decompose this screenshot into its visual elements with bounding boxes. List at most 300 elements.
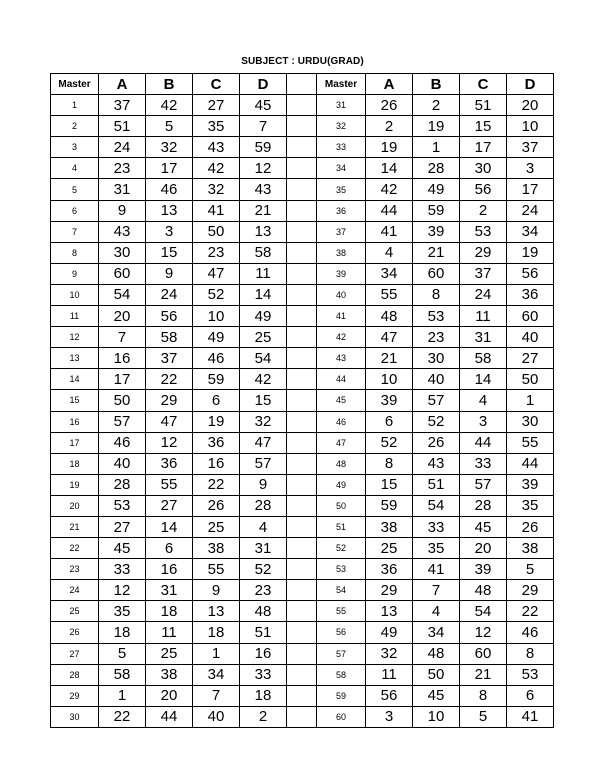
answer-cell: 33 <box>240 664 287 685</box>
answer-cell: 43 <box>99 221 146 242</box>
spacer-cell <box>287 411 317 432</box>
answer-cell: 2 <box>366 116 413 137</box>
answer-cell: 1 <box>193 643 240 664</box>
answer-cell: 44 <box>460 432 507 453</box>
answer-cell: 9 <box>193 580 240 601</box>
answer-cell: 21 <box>366 348 413 369</box>
master-number-cell: 31 <box>317 95 366 116</box>
spacer-cell <box>287 263 317 284</box>
table-row <box>51 263 554 284</box>
master-number-cell: 1 <box>51 95 99 116</box>
answer-cell: 39 <box>366 390 413 411</box>
master-number-cell: 9 <box>51 263 99 284</box>
spacer-cell <box>287 432 317 453</box>
answer-cell: 33 <box>413 516 460 537</box>
answer-cell: 11 <box>366 664 413 685</box>
answer-cell: 53 <box>507 664 554 685</box>
answer-cell: 50 <box>507 369 554 390</box>
answer-cell: 29 <box>366 580 413 601</box>
answer-cell: 27 <box>146 495 193 516</box>
answer-cell: 3 <box>460 411 507 432</box>
answer-cell: 43 <box>240 179 287 200</box>
spacer-cell <box>287 369 317 390</box>
spacer-cell <box>287 116 317 137</box>
answer-cell: 17 <box>507 179 554 200</box>
master-number-cell: 37 <box>317 221 366 242</box>
answer-cell: 4 <box>460 390 507 411</box>
answer-cell: 20 <box>460 538 507 559</box>
answer-cell: 7 <box>99 327 146 348</box>
answer-cell: 39 <box>460 559 507 580</box>
table-row <box>51 242 554 263</box>
master-number-cell: 7 <box>51 221 99 242</box>
master-number-cell: 47 <box>317 432 366 453</box>
spacer-cell <box>287 327 317 348</box>
master-number-cell: 58 <box>317 664 366 685</box>
answer-cell: 47 <box>240 432 287 453</box>
answer-cell: 42 <box>240 369 287 390</box>
answer-cell: 20 <box>99 306 146 327</box>
answer-cell: 34 <box>507 221 554 242</box>
answer-cell: 43 <box>193 137 240 158</box>
answer-key-body <box>51 95 554 728</box>
table-row <box>51 706 554 727</box>
master-number-cell: 22 <box>51 538 99 559</box>
spacer-cell <box>287 221 317 242</box>
answer-cell: 24 <box>460 284 507 305</box>
answer-cell: 58 <box>99 664 146 685</box>
spacer-cell <box>287 453 317 474</box>
answer-cell: 24 <box>99 137 146 158</box>
answer-cell: 27 <box>507 348 554 369</box>
spacer-cell <box>287 95 317 116</box>
answer-cell: 12 <box>460 622 507 643</box>
spacer-cell <box>287 580 317 601</box>
answer-cell: 13 <box>146 200 193 221</box>
answer-cell: 46 <box>507 622 554 643</box>
answer-cell: 42 <box>366 179 413 200</box>
header-master-left: Master <box>51 74 99 95</box>
master-number-cell: 30 <box>51 706 99 727</box>
answer-cell: 32 <box>366 643 413 664</box>
answer-cell: 47 <box>366 327 413 348</box>
table-row <box>51 137 554 158</box>
answer-cell: 40 <box>413 369 460 390</box>
answer-cell: 16 <box>240 643 287 664</box>
table-row <box>51 200 554 221</box>
answer-cell: 13 <box>193 601 240 622</box>
table-row <box>51 179 554 200</box>
answer-cell: 17 <box>99 369 146 390</box>
master-number-cell: 29 <box>51 685 99 706</box>
master-number-cell: 14 <box>51 369 99 390</box>
answer-cell: 52 <box>366 432 413 453</box>
answer-cell: 26 <box>366 95 413 116</box>
master-number-cell: 49 <box>317 474 366 495</box>
answer-cell: 59 <box>366 495 413 516</box>
spacer-cell <box>287 284 317 305</box>
table-row <box>51 306 554 327</box>
answer-cell: 41 <box>413 559 460 580</box>
master-number-cell: 46 <box>317 411 366 432</box>
answer-cell: 25 <box>366 538 413 559</box>
answer-cell: 51 <box>460 95 507 116</box>
answer-cell: 26 <box>507 516 554 537</box>
answer-cell: 1 <box>413 137 460 158</box>
answer-cell: 31 <box>240 538 287 559</box>
table-row <box>51 453 554 474</box>
master-number-cell: 53 <box>317 559 366 580</box>
answer-cell: 28 <box>240 495 287 516</box>
master-number-cell: 12 <box>51 327 99 348</box>
answer-cell: 16 <box>193 453 240 474</box>
answer-cell: 42 <box>193 158 240 179</box>
master-number-cell: 35 <box>317 179 366 200</box>
master-number-cell: 59 <box>317 685 366 706</box>
answer-cell: 57 <box>240 453 287 474</box>
answer-cell: 17 <box>460 137 507 158</box>
master-number-cell: 6 <box>51 200 99 221</box>
answer-cell: 30 <box>99 242 146 263</box>
answer-cell: 55 <box>507 432 554 453</box>
answer-cell: 54 <box>99 284 146 305</box>
master-number-cell: 19 <box>51 474 99 495</box>
answer-cell: 11 <box>460 306 507 327</box>
answer-cell: 58 <box>240 242 287 263</box>
answer-cell: 55 <box>366 284 413 305</box>
answer-cell: 32 <box>240 411 287 432</box>
master-number-cell: 16 <box>51 411 99 432</box>
answer-cell: 49 <box>240 306 287 327</box>
answer-cell: 36 <box>193 432 240 453</box>
master-number-cell: 55 <box>317 601 366 622</box>
header-b-right: B <box>413 74 460 95</box>
master-number-cell: 48 <box>317 453 366 474</box>
answer-cell: 21 <box>240 200 287 221</box>
table-row <box>51 221 554 242</box>
answer-cell: 18 <box>146 601 193 622</box>
answer-cell: 41 <box>507 706 554 727</box>
spacer-cell <box>287 390 317 411</box>
answer-cell: 49 <box>193 327 240 348</box>
master-number-cell: 43 <box>317 348 366 369</box>
answer-cell: 37 <box>460 263 507 284</box>
answer-cell: 50 <box>99 390 146 411</box>
answer-cell: 21 <box>413 242 460 263</box>
answer-cell: 9 <box>146 263 193 284</box>
answer-cell: 56 <box>460 179 507 200</box>
answer-cell: 7 <box>193 685 240 706</box>
master-number-cell: 50 <box>317 495 366 516</box>
master-number-cell: 54 <box>317 580 366 601</box>
answer-cell: 4 <box>413 601 460 622</box>
master-number-cell: 32 <box>317 116 366 137</box>
master-number-cell: 33 <box>317 137 366 158</box>
answer-cell: 41 <box>193 200 240 221</box>
answer-cell: 18 <box>99 622 146 643</box>
table-row <box>51 284 554 305</box>
answer-cell: 8 <box>507 643 554 664</box>
spacer-cell <box>287 74 317 95</box>
master-number-cell: 15 <box>51 390 99 411</box>
answer-cell: 19 <box>193 411 240 432</box>
master-number-cell: 38 <box>317 242 366 263</box>
master-number-cell: 5 <box>51 179 99 200</box>
answer-cell: 34 <box>193 664 240 685</box>
answer-cell: 52 <box>193 284 240 305</box>
answer-cell: 46 <box>99 432 146 453</box>
answer-cell: 37 <box>507 137 554 158</box>
answer-cell: 55 <box>146 474 193 495</box>
answer-cell: 7 <box>240 116 287 137</box>
table-row <box>51 369 554 390</box>
master-number-cell: 21 <box>51 516 99 537</box>
master-number-cell: 3 <box>51 137 99 158</box>
answer-cell: 26 <box>193 495 240 516</box>
master-number-cell: 51 <box>317 516 366 537</box>
answer-cell: 13 <box>366 601 413 622</box>
answer-cell: 6 <box>146 538 193 559</box>
answer-cell: 28 <box>413 158 460 179</box>
answer-cell: 49 <box>413 179 460 200</box>
answer-cell: 15 <box>240 390 287 411</box>
answer-cell: 53 <box>413 306 460 327</box>
answer-cell: 41 <box>366 221 413 242</box>
answer-cell: 10 <box>366 369 413 390</box>
page-title: SUBJECT : URDU(GRAD) <box>241 56 364 67</box>
answer-cell: 48 <box>240 601 287 622</box>
answer-cell: 5 <box>460 706 507 727</box>
header-d-left: D <box>240 74 287 95</box>
answer-cell: 40 <box>99 453 146 474</box>
answer-cell: 27 <box>99 516 146 537</box>
header-row <box>51 74 554 95</box>
table-row <box>51 116 554 137</box>
answer-cell: 6 <box>193 390 240 411</box>
answer-cell: 22 <box>99 706 146 727</box>
table-row <box>51 158 554 179</box>
answer-cell: 25 <box>193 516 240 537</box>
spacer-cell <box>287 601 317 622</box>
answer-cell: 55 <box>193 559 240 580</box>
answer-cell: 17 <box>146 158 193 179</box>
spacer-cell <box>287 706 317 727</box>
answer-cell: 51 <box>99 116 146 137</box>
answer-cell: 23 <box>99 158 146 179</box>
answer-cell: 1 <box>99 685 146 706</box>
answer-cell: 45 <box>460 516 507 537</box>
answer-cell: 16 <box>99 348 146 369</box>
answer-cell: 48 <box>413 643 460 664</box>
table-row <box>51 348 554 369</box>
spacer-cell <box>287 685 317 706</box>
answer-cell: 40 <box>507 327 554 348</box>
header-b-left: B <box>146 74 193 95</box>
answer-cell: 19 <box>366 137 413 158</box>
master-number-cell: 39 <box>317 263 366 284</box>
answer-cell: 35 <box>507 495 554 516</box>
answer-cell: 8 <box>413 284 460 305</box>
answer-cell: 2 <box>413 95 460 116</box>
answer-cell: 23 <box>193 242 240 263</box>
answer-cell: 54 <box>413 495 460 516</box>
answer-cell: 30 <box>460 158 507 179</box>
answer-cell: 48 <box>366 306 413 327</box>
answer-key-table <box>50 73 554 728</box>
answer-cell: 25 <box>240 327 287 348</box>
answer-cell: 31 <box>146 580 193 601</box>
master-number-cell: 52 <box>317 538 366 559</box>
answer-cell: 1 <box>507 390 554 411</box>
answer-cell: 23 <box>240 580 287 601</box>
table-row <box>51 664 554 685</box>
header-c-left: C <box>193 74 240 95</box>
answer-cell: 44 <box>507 453 554 474</box>
answer-cell: 7 <box>413 580 460 601</box>
answer-cell: 15 <box>366 474 413 495</box>
table-row <box>51 411 554 432</box>
answer-cell: 56 <box>146 306 193 327</box>
answer-cell: 52 <box>413 411 460 432</box>
answer-cell: 34 <box>413 622 460 643</box>
answer-cell: 19 <box>413 116 460 137</box>
answer-cell: 25 <box>146 643 193 664</box>
master-number-cell: 18 <box>51 453 99 474</box>
answer-cell: 24 <box>507 200 554 221</box>
answer-cell: 58 <box>460 348 507 369</box>
answer-cell: 9 <box>99 200 146 221</box>
master-number-cell: 28 <box>51 664 99 685</box>
master-number-cell: 60 <box>317 706 366 727</box>
spacer-cell <box>287 200 317 221</box>
spacer-cell <box>287 516 317 537</box>
answer-cell: 39 <box>507 474 554 495</box>
answer-cell: 40 <box>193 706 240 727</box>
answer-cell: 5 <box>507 559 554 580</box>
spacer-cell <box>287 179 317 200</box>
answer-cell: 29 <box>507 580 554 601</box>
answer-cell: 33 <box>460 453 507 474</box>
answer-cell: 33 <box>99 559 146 580</box>
answer-cell: 36 <box>507 284 554 305</box>
answer-cell: 9 <box>240 474 287 495</box>
master-number-cell: 10 <box>51 284 99 305</box>
answer-cell: 22 <box>146 369 193 390</box>
answer-cell: 57 <box>413 390 460 411</box>
spacer-cell <box>287 622 317 643</box>
answer-cell: 12 <box>99 580 146 601</box>
answer-cell: 57 <box>460 474 507 495</box>
answer-cell: 18 <box>240 685 287 706</box>
master-number-cell: 8 <box>51 242 99 263</box>
answer-cell: 29 <box>460 242 507 263</box>
master-number-cell: 26 <box>51 622 99 643</box>
answer-cell: 10 <box>413 706 460 727</box>
answer-cell: 22 <box>193 474 240 495</box>
spacer-cell <box>287 474 317 495</box>
answer-cell: 35 <box>193 116 240 137</box>
table-row <box>51 474 554 495</box>
answer-cell: 39 <box>413 221 460 242</box>
spacer-cell <box>287 137 317 158</box>
master-number-cell: 24 <box>51 580 99 601</box>
answer-cell: 14 <box>240 284 287 305</box>
answer-cell: 60 <box>413 263 460 284</box>
answer-cell: 14 <box>460 369 507 390</box>
answer-cell: 46 <box>146 179 193 200</box>
answer-cell: 21 <box>460 664 507 685</box>
table-row <box>51 538 554 559</box>
master-number-cell: 42 <box>317 327 366 348</box>
answer-cell: 36 <box>146 453 193 474</box>
answer-cell: 14 <box>146 516 193 537</box>
answer-cell: 8 <box>366 453 413 474</box>
answer-cell: 45 <box>413 685 460 706</box>
spacer-cell <box>287 495 317 516</box>
answer-cell: 56 <box>366 685 413 706</box>
master-number-cell: 56 <box>317 622 366 643</box>
answer-cell: 15 <box>146 242 193 263</box>
answer-cell: 53 <box>460 221 507 242</box>
spacer-cell <box>287 242 317 263</box>
header-a-left: A <box>99 74 146 95</box>
answer-cell: 54 <box>460 601 507 622</box>
spacer-cell <box>287 348 317 369</box>
answer-cell: 57 <box>99 411 146 432</box>
master-number-cell: 13 <box>51 348 99 369</box>
master-number-cell: 23 <box>51 559 99 580</box>
answer-cell: 56 <box>507 263 554 284</box>
master-number-cell: 45 <box>317 390 366 411</box>
answer-cell: 44 <box>366 200 413 221</box>
answer-cell: 38 <box>146 664 193 685</box>
answer-cell: 52 <box>240 559 287 580</box>
answer-cell: 45 <box>99 538 146 559</box>
answer-cell: 15 <box>460 116 507 137</box>
answer-cell: 16 <box>146 559 193 580</box>
answer-cell: 24 <box>146 284 193 305</box>
table-row <box>51 643 554 664</box>
answer-cell: 18 <box>193 622 240 643</box>
answer-cell: 37 <box>146 348 193 369</box>
answer-cell: 3 <box>146 221 193 242</box>
answer-cell: 32 <box>193 179 240 200</box>
table-row <box>51 390 554 411</box>
answer-cell: 46 <box>193 348 240 369</box>
answer-cell: 6 <box>366 411 413 432</box>
answer-cell: 20 <box>507 95 554 116</box>
spacer-cell <box>287 158 317 179</box>
answer-cell: 20 <box>146 685 193 706</box>
master-number-cell: 40 <box>317 284 366 305</box>
answer-cell: 44 <box>146 706 193 727</box>
answer-cell: 38 <box>193 538 240 559</box>
answer-cell: 60 <box>507 306 554 327</box>
header-d-right: D <box>507 74 554 95</box>
spacer-cell <box>287 306 317 327</box>
table-row <box>51 327 554 348</box>
master-number-cell: 41 <box>317 306 366 327</box>
answer-cell: 48 <box>460 580 507 601</box>
master-number-cell: 57 <box>317 643 366 664</box>
master-number-cell: 34 <box>317 158 366 179</box>
answer-cell: 26 <box>413 432 460 453</box>
answer-cell: 4 <box>366 242 413 263</box>
spacer-cell <box>287 559 317 580</box>
answer-cell: 5 <box>99 643 146 664</box>
answer-cell: 10 <box>507 116 554 137</box>
header-a-right: A <box>366 74 413 95</box>
